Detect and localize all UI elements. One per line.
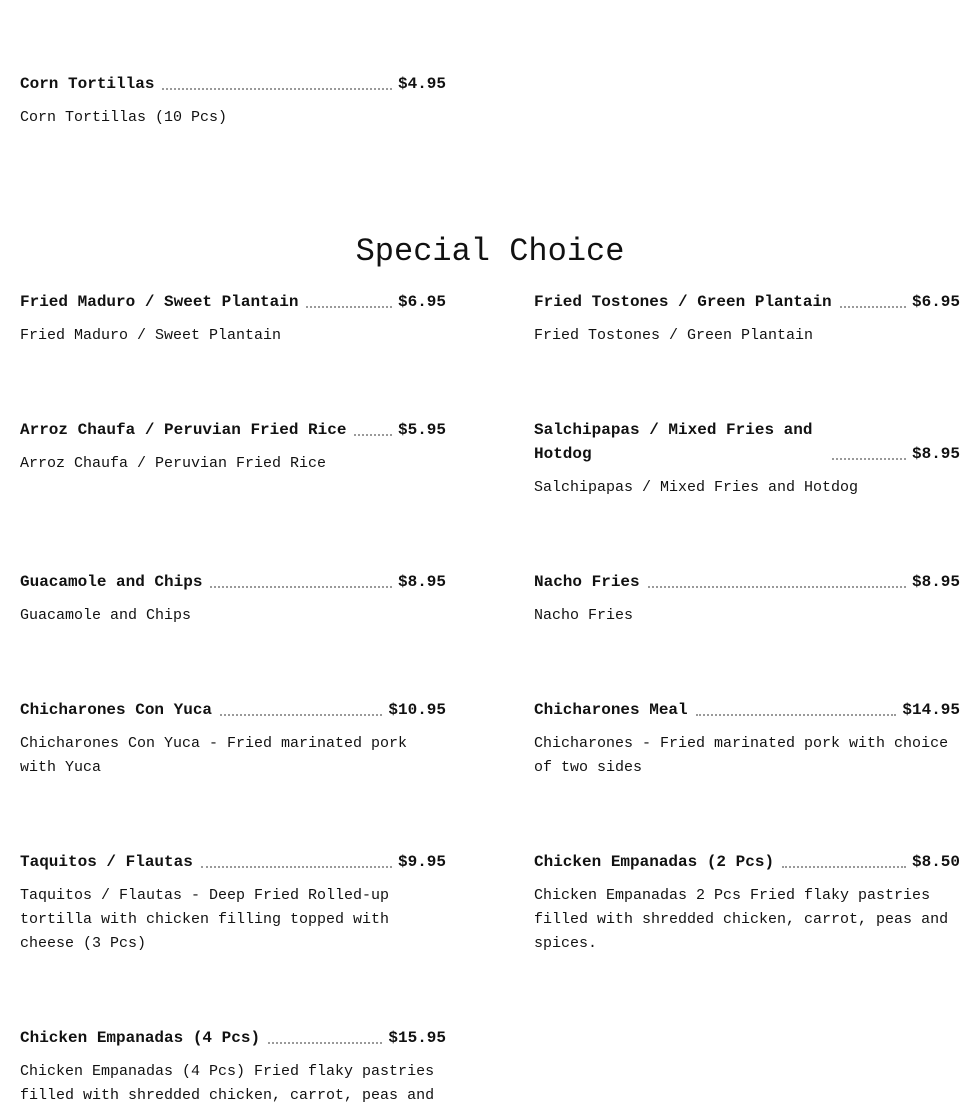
menu-item [534,290,960,348]
menu-item-description: Chicken Empanadas 2 Pcs Fried flaky pastries filled with shredded chicken, carrot, peas and spices. [534,887,949,952]
menu-item-price: $6.95 [911,293,960,311]
menu-item-name: Fried Tostones / Green Plantain [534,293,832,311]
menu-item-name: Chicharones Con Yuca [20,701,213,719]
menu-item-price: $14.95 [902,701,960,719]
dot-leader [201,866,392,868]
menu-item-description: Salchipapas / Mixed Fries and Hotdog [534,479,859,496]
menu-item-name: Guacamole and Chips [20,573,203,591]
menu-item-price: $8.95 [911,445,960,463]
menu-item-header [534,418,960,466]
dot-leader [782,866,906,868]
menu-item-header [534,850,960,874]
menu-item-name: Fried Maduro / Sweet Plantain [20,293,299,311]
menu-item [20,1026,446,1108]
menu-item-header [20,72,446,96]
menu-item-header [20,418,446,442]
menu-item-description: Corn Tortillas (10 Pcs) [20,109,228,126]
dot-leader [832,458,906,460]
menu-item-name: Nacho Fries [534,573,640,591]
menu-item-header [20,1026,446,1050]
menu-item-name: Chicharones Meal [534,701,688,719]
menu-item-description: Chicken Empanadas (4 Pcs) Fried flaky pastries filled with shredded chicken, carrot, peas and [20,1063,435,1104]
menu-item-price: $15.95 [388,1029,446,1047]
menu-item-description: Fried Maduro / Sweet Plantain [20,327,282,344]
dot-leader [210,586,392,588]
dot-leader [354,434,392,436]
menu-item [20,698,446,780]
dot-leader [268,1042,382,1044]
menu-item-name: Chicken Empanadas (4 Pcs) [20,1029,261,1047]
menu-item [534,418,960,500]
menu-item-name: Salchipapas / Mixed Fries and Hotdog [534,421,813,463]
dot-leader [306,306,392,308]
menu-item-description: Arroz Chaufa / Peruvian Fried Rice [20,455,327,472]
menu-item-header [20,698,446,722]
menu-item-price: $4.95 [397,75,446,93]
section-title: Special Choice [355,233,625,270]
menu-item-header [534,570,960,594]
menu-item-description: Nacho Fries [534,607,634,624]
menu-item-price: $6.95 [397,293,446,311]
menu-item-header [534,290,960,314]
menu-item-description: Guacamole and Chips [20,607,192,624]
menu-item-name: Corn Tortillas [20,75,155,93]
menu-item-price: $8.95 [397,573,446,591]
dot-leader [696,714,897,716]
dot-leader [162,88,392,90]
menu-item-price: $5.95 [397,421,446,439]
menu-item-header [534,698,960,722]
menu-item-header [20,290,446,314]
dot-leader [648,586,906,588]
menu-item-header [20,570,446,594]
menu-item [20,850,446,956]
menu-item-name: Arroz Chaufa / Peruvian Fried Rice [20,421,347,439]
menu-item-description: Chicharones - Fried marinated pork with choice of two sides [534,735,949,776]
menu-item-price: $9.95 [397,853,446,871]
menu-item [20,418,446,476]
menu-item-header [20,850,446,874]
dot-leader [220,714,382,716]
menu-item-name: Chicken Empanadas (2 Pcs) [534,853,775,871]
dot-leader [840,306,906,308]
menu-item [20,570,446,628]
menu-item-price: $10.95 [388,701,446,719]
menu-item-description: Taquitos / Flautas - Deep Fried Rolled-up tortilla with chicken filling topped with cheese (3 Pcs) [20,887,390,952]
menu-item-price: $8.95 [911,573,960,591]
menu-item-description: Chicharones Con Yuca - Fried marinated pork with Yuca [20,735,408,776]
menu-item [534,698,960,780]
menu-item [534,850,960,956]
menu-item-name: Taquitos / Flautas [20,853,193,871]
menu-item [20,290,446,348]
menu-item [534,570,960,628]
menu-item-corn-tortillas [20,72,446,130]
menu-item-description: Fried Tostones / Green Plantain [534,327,814,344]
menu-item-price: $8.50 [911,853,960,871]
